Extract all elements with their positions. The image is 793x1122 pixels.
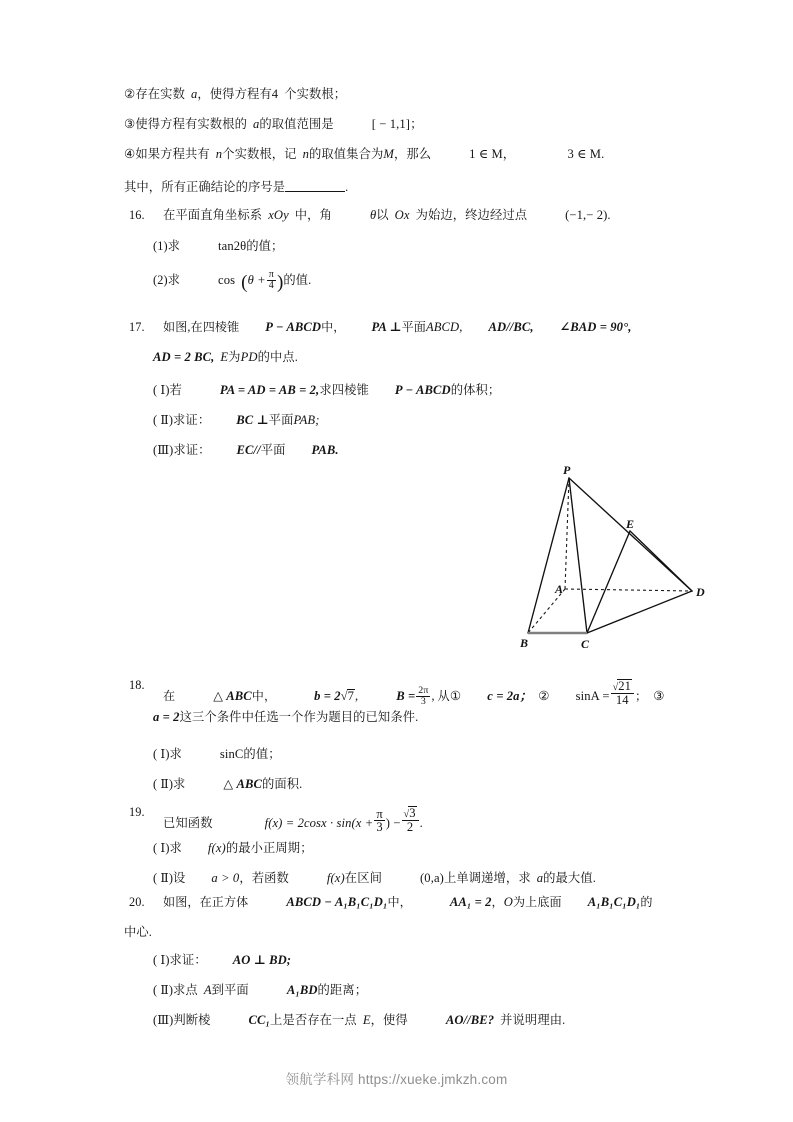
point-e-20: E: [362, 1013, 371, 1027]
conclusion-summary: [124, 180, 348, 195]
angle-theta: θ: [369, 208, 377, 222]
q20-p2-b: 到平面: [211, 983, 249, 997]
pi-numerator: π: [268, 269, 274, 280]
condition-3: a = 2: [153, 710, 180, 724]
sqrt3-over-2: [402, 806, 419, 834]
question-19-number: [129, 806, 145, 820]
q18-b-tail: ,: [355, 688, 359, 703]
question-18-line2: [153, 711, 418, 725]
sinA-fraction: [611, 679, 634, 707]
pyramid-p-abcd: P − ABCD: [265, 320, 322, 334]
q19-p1-tail: 的最小正周期；: [225, 841, 313, 855]
condition-marker-3: ③: [653, 688, 665, 703]
conclusion-text-2a: 存在实数: [135, 87, 185, 101]
question-16-part1: [153, 240, 283, 254]
hidden-edges: [528, 478, 692, 633]
sqrt-7: √7: [340, 688, 354, 703]
q20-p3-a: 上是否存在一点: [270, 1013, 357, 1027]
root-count: 4: [271, 87, 279, 101]
vertex-label-D: D: [696, 585, 705, 599]
conclusion-text-3a: 使得方程有实数根的: [135, 117, 247, 131]
q17-p1-mid: 求四棱锥: [319, 383, 369, 397]
question-20-part3: [153, 1014, 565, 1028]
question-18-part1: [153, 748, 281, 762]
pyramid-volume-target: P − ABCD: [394, 383, 451, 397]
q17-plane-2: 平面: [268, 413, 294, 427]
vertex-label-B: B: [520, 636, 529, 650]
visible-edges: [528, 478, 692, 633]
pi-num-19: π: [376, 806, 383, 821]
sqrt-21: √21: [612, 679, 632, 693]
question-16-line1: [163, 209, 611, 223]
question-18-part2: [153, 778, 302, 792]
q16-p2-label: (2)求: [153, 272, 181, 287]
cube-abcd-a1b1c1d1: ABCD − A₁B₁C₁D₁: [286, 895, 388, 909]
q20-p2-label: ( Ⅱ)求点: [153, 983, 198, 997]
q16-text-d: 为始边，终边经过点: [415, 208, 528, 222]
q16-text-a: 在平面直角坐标系: [163, 208, 263, 222]
angle-bad: ∠BAD = 90°,: [559, 320, 632, 334]
q20-text-c: ，: [491, 895, 504, 909]
top-face-a1b1c1d1: A₁B₁C₁D₁: [587, 895, 641, 909]
q17-plane-1: 平面: [401, 320, 426, 334]
theta-plus: θ +: [247, 272, 266, 287]
question-20-line1: [163, 896, 653, 910]
edge-AD: [565, 589, 692, 591]
q20-text-e: 的: [640, 895, 653, 909]
question-17-number: [129, 321, 145, 335]
edge-PB: [528, 478, 569, 633]
two-denominator: 2: [402, 820, 419, 834]
q16-p2-tail: 的值.: [283, 272, 312, 287]
left-paren: (: [241, 271, 248, 293]
interval-value: [ − 1,1]；: [371, 117, 423, 131]
conclusion-text-4b: 个实数根，记: [222, 147, 297, 161]
q17-plane-3: 平面: [260, 443, 286, 457]
question-17-line2: [153, 351, 298, 365]
q19-p2-tail: 的最大值.: [543, 871, 596, 885]
q16-text-c: 以: [376, 208, 389, 222]
question-20-part1: [153, 954, 291, 968]
q20-text-d: 为上底面: [512, 895, 562, 909]
q18-p1-tail: 的值；: [243, 747, 281, 761]
vertex-label-A: A: [555, 582, 564, 596]
q16-p1-tail: 的值；: [246, 239, 284, 253]
sqrt-7-body: 7: [347, 688, 354, 703]
ec-parallel: EC//: [236, 443, 261, 457]
plane-a1bd: A₁BD: [286, 983, 318, 997]
side-b-value: b = 2: [314, 688, 341, 703]
q20-num-text: 20.: [129, 895, 145, 909]
function-fx-definition: f(x) = 2cosx · sin(x +: [264, 816, 374, 831]
summary-period: .: [345, 180, 349, 194]
pi-over-3: [374, 808, 384, 834]
plane-pab-3: PAB.: [311, 443, 339, 457]
q17-p2-label: ( Ⅱ)求证：: [153, 413, 211, 427]
tan-2theta: tan2θ: [218, 239, 247, 253]
sinA-denominator: 14: [611, 693, 634, 707]
conclusion-text-4a: 如果方程共有: [135, 147, 210, 161]
conclusion-text-4d: ，那么: [393, 147, 432, 161]
ad-eq-2bc: AD = 2 BC,: [153, 350, 215, 364]
angle-B-fraction: [416, 686, 430, 707]
q16-num-text: 16.: [129, 208, 145, 222]
q20-p3-label: (Ⅲ)判断棱: [153, 1013, 211, 1027]
question-17-part3: [153, 444, 339, 458]
q18-p1-label: ( Ⅰ)求: [153, 747, 182, 761]
question-20-number: [129, 896, 145, 910]
question-19-part2: [153, 872, 596, 886]
aa1-length: AA₁ = 2: [449, 895, 492, 909]
q17-p1-label: ( Ⅰ)若: [153, 383, 182, 397]
q17-wei: 为: [228, 350, 241, 364]
q17-text-a: 如图,在四棱锥: [163, 320, 240, 334]
angle-B-numerator: 2π: [418, 685, 429, 697]
ao-parallel-be: AO//BE?: [445, 1013, 495, 1027]
three-den-19: 3: [374, 820, 384, 834]
set-m: M: [383, 147, 394, 161]
q18-l2-tail: 这三个条件中任选一个作为题目的已知条件.: [179, 710, 419, 724]
q18-text-a: 在: [163, 688, 176, 703]
plane-abcd: ABCD,: [425, 320, 463, 334]
q17-l2-tail: 的中点.: [257, 350, 298, 364]
summary-text: 其中，所有正确结论的序号是: [124, 180, 286, 194]
sqrt-3: √3: [403, 806, 416, 820]
edge-PA: [565, 478, 569, 589]
vertex-label-P: P: [563, 463, 571, 477]
conclusion-text-2c: 个实数根；: [284, 87, 347, 101]
vertex-label-C: C: [581, 637, 590, 651]
variable-a: a: [190, 87, 198, 101]
q17-p1-tail: 的体积；: [450, 383, 501, 397]
q18-cong: , 从: [431, 688, 450, 703]
q20-p2-tail: 的距离；: [317, 983, 368, 997]
condition-marker-2: ②: [538, 688, 550, 703]
q19-p2-label: ( Ⅱ)设: [153, 871, 186, 885]
plane-pab-2: PAB;: [293, 413, 320, 427]
membership-1: 1 ∈ M，: [469, 147, 516, 161]
q18-num-text: 18.: [129, 678, 145, 692]
question-20-part2: [153, 984, 367, 998]
sqrt3-numerator: [402, 806, 419, 820]
edge-PC: [569, 478, 587, 633]
figure-pyramid-p-abcd: [496, 452, 726, 662]
pa-perp: PA ⊥: [371, 320, 402, 334]
question-17-part1: [153, 384, 500, 398]
pi-over-4: [267, 270, 276, 291]
q19-text-a: 已知函数: [163, 816, 213, 831]
question-18-line1: [163, 679, 665, 707]
ao-perp-bd: AO ⊥ BD;: [232, 953, 292, 967]
four-denominator: 4: [267, 280, 276, 291]
q19-num-text: 19.: [129, 805, 145, 819]
variable-n-2: n: [302, 147, 309, 161]
fx-period-target: f(x): [207, 841, 226, 855]
q18-cond2-tail: ；: [635, 688, 648, 703]
q19-mid: ) −: [385, 816, 401, 831]
q20-p3-tail: 并说明理由.: [500, 1013, 566, 1027]
a-positive: a > 0: [211, 871, 240, 885]
angle-B-label: B =: [396, 688, 416, 703]
q16-text-b: 中，角: [294, 208, 332, 222]
q20-p1-label: ( Ⅰ)求证：: [153, 953, 207, 967]
ad-parallel-bc: AD//BC,: [488, 320, 534, 334]
question-20-line2: [124, 926, 152, 940]
cos-function: cos: [218, 272, 236, 287]
conclusion-text-2b: ，使得方程有: [197, 87, 272, 101]
variable-n: n: [215, 147, 223, 161]
conclusion-item-2: [124, 88, 346, 102]
bc-perp: BC ⊥: [236, 413, 269, 427]
terminal-point: (−1,− 2).: [565, 208, 611, 222]
q16-p1-label: (1)求: [153, 239, 181, 253]
q17-text-b: 中，: [321, 320, 346, 334]
question-16-part2: [153, 270, 311, 291]
sqrt-3-body: 3: [409, 806, 416, 820]
pa-ad-ab-values: PA = AD = AB = 2,: [219, 383, 320, 397]
q19-l1-tail: .: [419, 816, 423, 831]
condition-1: c = 2a；: [487, 688, 533, 703]
vertex-label-E: E: [626, 517, 635, 531]
q20-center-text: 中心.: [124, 925, 152, 939]
right-paren: ): [276, 271, 284, 293]
question-19-part1: [153, 842, 313, 856]
segment-pd: PD: [240, 350, 258, 364]
q18-text-b: 中，: [251, 688, 277, 703]
q17-num-text: 17.: [129, 320, 145, 334]
edge-cc1: CC₁: [248, 1013, 271, 1027]
condition-marker-1: ①: [449, 688, 462, 703]
q20-text-a: 如图，在正方体: [163, 895, 249, 909]
q18-p2-label: ( Ⅱ)求: [153, 777, 186, 791]
q19-p1-label: ( Ⅰ)求: [153, 841, 182, 855]
question-18-number: [129, 679, 145, 693]
conclusion-item-3: [124, 118, 423, 132]
a-variable-19: a: [536, 871, 544, 885]
triangle-abc: △ ABC: [213, 688, 252, 703]
conclusion-item-4: [124, 148, 604, 162]
q19-p2-b: ，若函数: [239, 871, 289, 885]
coordinate-system-xoy: xOy: [268, 208, 289, 222]
sqrt-21-body: 21: [618, 679, 632, 693]
conclusion-marker-2: ②: [124, 87, 136, 101]
membership-3: 3 ∈ M.: [567, 147, 605, 161]
footer-watermark: [0, 1068, 793, 1088]
point-a-20: A: [203, 983, 212, 997]
q18-p2-tail: 的面积.: [261, 777, 303, 791]
conclusion-text-3b: 的取值范围是: [259, 117, 334, 131]
condition-2: sinA =: [575, 688, 610, 703]
triangle-area-target: △ ABC: [223, 777, 262, 791]
angle-B-denominator: 3: [416, 696, 430, 707]
q19-p2-d: 上单调递增，求: [443, 871, 531, 885]
ray-ox: Ox: [394, 208, 410, 222]
answer-blank[interactable]: [285, 180, 345, 192]
footer-site-name: 领航学科网: [285, 1072, 355, 1087]
variable-a-range: a: [252, 117, 260, 131]
conclusion-text-4c: 的取值集合为: [308, 147, 384, 161]
fx-mono: f(x): [326, 871, 345, 885]
question-17-part2: [153, 414, 320, 428]
pyramid-svg: [496, 452, 726, 662]
sinA-numerator: [611, 679, 634, 693]
question-19-line1: [163, 806, 423, 834]
question-16-number: [129, 209, 145, 223]
edge-ED: [630, 531, 692, 591]
q20-text-b: 中，: [387, 895, 412, 909]
q20-p3-b: ，使得: [370, 1013, 408, 1027]
conclusion-marker-3: ③: [124, 117, 136, 131]
interval-0-a: (0,a): [420, 871, 444, 885]
point-e: E: [220, 350, 229, 364]
q17-p3-label: (Ⅲ)求证：: [153, 443, 211, 457]
question-17-line1: [163, 321, 631, 335]
conclusion-marker-4: ④: [124, 147, 136, 161]
sinC-expr: sinC: [219, 747, 244, 761]
point-o: O: [503, 895, 513, 909]
footer-url[interactable]: https://xueke.jmkzh.com: [358, 1072, 508, 1087]
q19-p2-c: 在区间: [344, 871, 382, 885]
